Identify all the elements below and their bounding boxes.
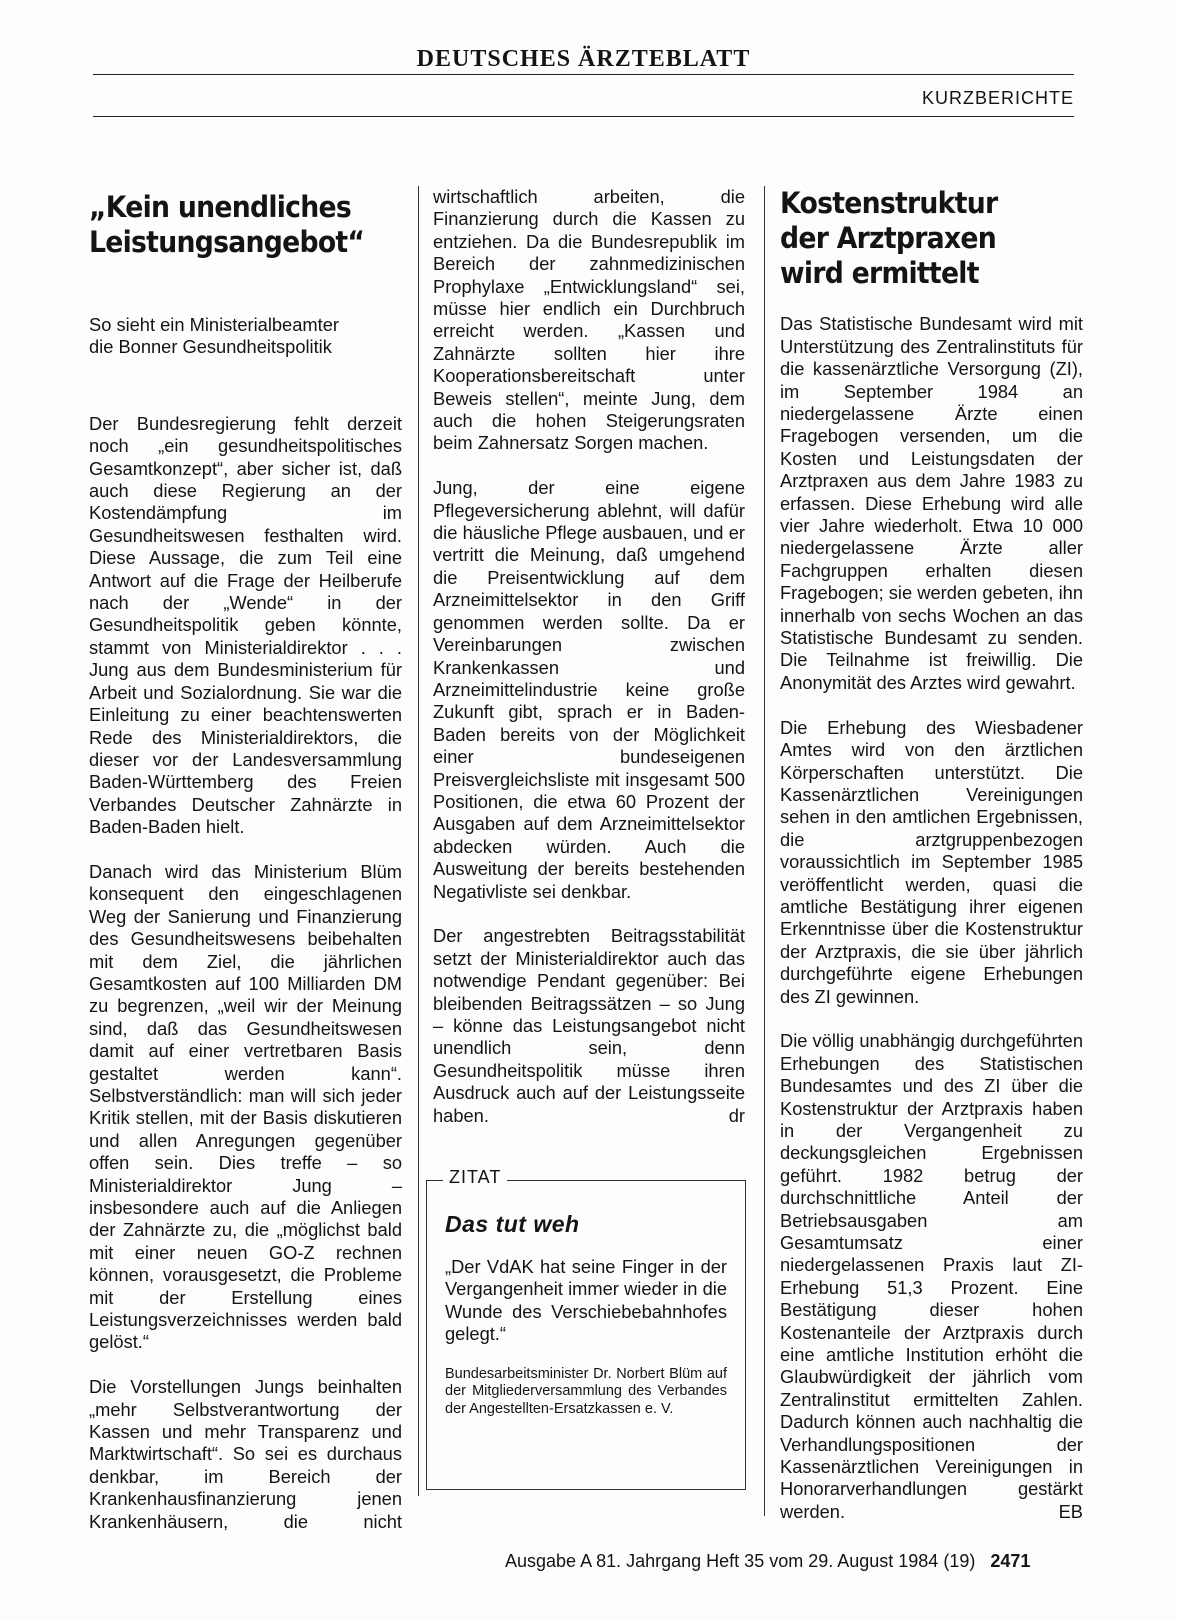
masthead: DEUTSCHES ÄRZTEBLATT: [416, 46, 751, 72]
paragraph: [780, 1030, 1083, 1523]
article-column-2: [433, 186, 745, 1127]
author-signature: dr: [728, 1104, 745, 1126]
masthead-rule: [93, 74, 1074, 75]
page-number: 2471: [990, 1551, 1031, 1571]
quote-title: Das tut weh: [445, 1211, 580, 1237]
paragraph-text: Die völlig unabhängig durchgeführten Erhebungen des Statistischen Bundesamtes und des ZI über die Kostenstruktur der Arztpraxis haben in der Vergangenheit zu deckungsgleichen Ergebnissen geführt. 1982 betrug der durchschnittliche Anteil der Betriebsausgaben am Gesamtumsatz einer niedergelassenen Praxis laut ZI-Erhebung 51,3 Prozent. Eine Bestätigung dieser hohen Kostenanteile der Arztpraxis durch eine amtliche Institution erhöht die Glaubwürdigkeit der jährlich vom Zentralinstitut ermittelten Zahlen. Dadurch können auch nachhaltig die Verhandlungspositionen der Kassenärztlichen Vereinigungen in Honorarverhandlungen gestärkt werden.: [780, 1030, 1083, 1522]
paragraph: Der Bundesregierung fehlt derzeit noch „ein gesundheitspolitisches Gesamtkonzept“, aber sicher ist, daß auch diese Regierung an der Kostendämpfung im Gesundheitswesen festhalten wird. Diese Aussage, die zum Teil eine Antwort auf die Frage der Heilberufe nach der „Wende“ in der Gesundheitspolitik geben könnte, stammt von Ministerialdirektor . . . Jung aus dem Bundesministerium für Arbeit und Sozialordnung. Sie war die Einleitung zu einer beachtenswerten Rede des Ministerialdirektors, die dieser vor der Landesversammlung Baden-Württemberg des Freien Verbandes Deutscher Zahnärzte in Baden-Baden hielt.: [89, 412, 402, 838]
column-divider: [418, 186, 419, 1496]
headline-line: Kostenstruktur: [780, 186, 998, 220]
headline-line: Leistungsangebot“: [89, 225, 365, 259]
column-divider: [764, 186, 765, 1516]
author-signature: EB: [1058, 1500, 1083, 1522]
headline-line: der Arztpraxen: [780, 221, 996, 255]
subhead-line: die Bonner Gesundheitspolitik: [89, 336, 332, 358]
paragraph: Jung, der eine eigene Pflegeversicherung ablehnt, will dafür die häusliche Pflege ausbauen, und er vertritt die Meinung, daß umgehend die Preisentwicklung auf dem Arzneimittelsektor in den Griff genommen werden sollte. Da er Vereinbarungen zwischen Krankenkassen und Arzneimittelindustrie keine große Zukunft gibt, sprach er in Baden-Baden bereits von der Möglichkeit einer bundeseigenen Preisvergleichsliste mit insgesamt 500 Positionen, die etwa 60 Prozent der Ausgaben auf dem Arzneimittelsektor abdecken würden. Auch die Ausweitung der bereits bestehenden Negativliste sei denkbar.: [433, 477, 745, 902]
subhead-line: So sieht ein Ministerialbeamter: [89, 314, 339, 335]
quote-text: „Der VdAK hat seine Finger in der Vergangenheit immer wieder in die Wunde des Verschiebebahnhofes gelegt.“: [445, 1256, 727, 1345]
paragraph: Das Statistische Bundesamt wird mit Unterstützung des Zentralinstituts für die kassenärztliche Versorgung (ZI), im September 1984 an niedergelassene Ärzte einen Fragebogen versenden, um die Kosten und Leistungsdaten der Arztpraxen aus dem Jahre 1983 zu erfassen. Diese Erhebung wird alle vier Jahre wiederholt. Etwa 10 000 niedergelassene Ärzte aller Fachgruppen erhalten diesen Fragebogen; sie werden gebeten, ihn innerhalb von sechs Wochen an das Statistische Bundesamt zu senden. Die Teilnahme ist freiwillig. Die Anonymität des Arztes wird gewahrt.: [780, 313, 1083, 693]
paragraph: Danach wird das Ministerium Blüm konsequent den eingeschlagenen Weg der Sanierung und Finanzierung des Gesundheitswesens beibehalten mit dem Ziel, die jährlichen Gesamtkosten auf 100 Milliarden DM zu begrenzen, „weil wir der Meinung sind, daß das Gesundheitswesen damit auf einer vertretbaren Basis gestaltet werden kann“. Selbstverständlich: man will sich jeder Kritik stellen, mit der Basis diskutieren und allen Anregungen gegenüber offen sein. Dies treffe – so Ministerialdirektor Jung – insbesondere auch auf die Anliegen der Zahnärzte zu, die „möglichst bald mit einer neuen GO-Z rechnen können, vorausgesetzt, die Probleme mit der Erstellung eines Leistungsverzeichnisses werden bald gelöst.“: [89, 860, 402, 1353]
article-subhead: [89, 314, 402, 359]
article-column-3: [780, 186, 1083, 1523]
article-column-1: [89, 190, 402, 1533]
paragraph-text: Der angestrebten Beitragsstabilität setzt der Ministerialdirektor auch das notwendige Pendant gegenüber: Bei bleibenden Beitragssätzen – so Jung – könne das Leistungsangebot nicht unendlich sein, denn Gesundheitspolitik müsse ihren Ausdruck auch auf der Leistungsseite haben.: [433, 925, 745, 1126]
paragraph: [433, 925, 745, 1127]
section-rule: [93, 116, 1074, 117]
quote-box: [426, 1167, 746, 1490]
section-label: KURZBERICHTE: [921, 88, 1074, 108]
article-headline: [780, 186, 1059, 291]
paragraph: Die Erhebung des Wiesbadener Amtes wird von den ärztlichen Körperschaften unterstützt. Die Kassenärztlichen Vereinigungen sehen in den amtlichen Ergebnissen, die arztgruppenbezogen voraussichtlich im September 1985 veröffentlicht werden, quasi die amtliche Bestätigung ihrer eigenen Erkenntnisse über die Kostenstruktur der Arztpraxis, die sie über jährlich durchgeführte eigene Erhebungen des ZI gewinnen.: [780, 716, 1083, 1007]
headline-line: „Kein unendliches: [89, 190, 352, 224]
quote-source: Bundesarbeitsminister Dr. Norbert Blüm auf der Mitgliederversammlung des Verbandes der Angestellten-Ersatzkassen e. V.: [445, 1365, 727, 1417]
issue-info: Ausgabe A 81. Jahrgang Heft 35 vom 29. August 1984 (19): [505, 1551, 976, 1571]
quote-label: ZITAT: [443, 1167, 507, 1188]
page-footer: [505, 1551, 1030, 1572]
paragraph: wirtschaftlich arbeiten, die Finanzierung durch die Kassen zu entziehen. Da die Bundesrepublik im Bereich der zahnmedizinischen Prophylaxe „Entwicklungsland“ sei, müsse hier endlich ein Durchbruch erreicht werden. „Kassen und Zahnärzte sollten hier ihre Kooperationsbereitschaft unter Beweis stellen“, meinte Jung, dem auch die hohen Steigerungsraten beim Zahnersatz Sorgen machen.: [433, 186, 745, 454]
headline-line: wird ermittelt: [780, 256, 979, 290]
paragraph: Die Vorstellungen Jungs beinhalten „mehr Selbstverantwortung der Kassen und mehr Transparenz und Marktwirtschaft“. So sei es durchaus denkbar, im Bereich der Krankenhausfinanzierung jenen Krankenhäusern, die nicht: [89, 1376, 402, 1532]
article-headline: [89, 190, 377, 260]
